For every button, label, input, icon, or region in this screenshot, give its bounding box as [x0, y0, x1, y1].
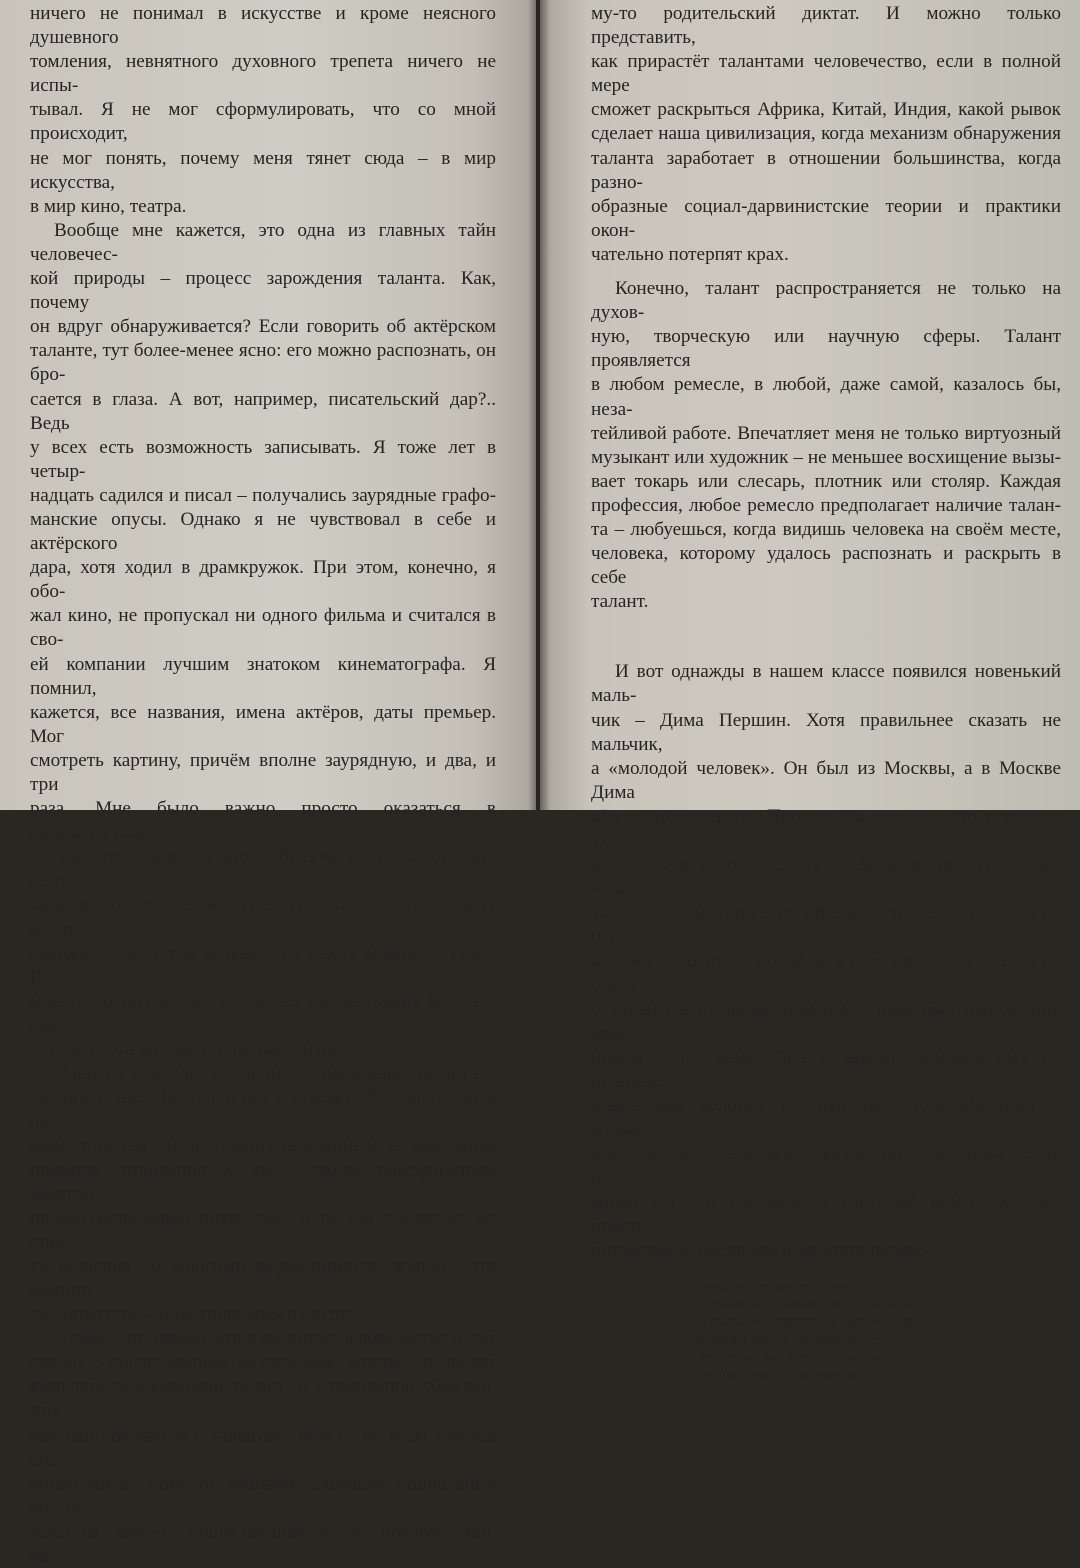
text-line: как прирастёт талантами человечество, если в полной мере [591, 51, 1061, 97]
paragraph-gap [591, 614, 1061, 660]
text-line: Думаю, что новый виток развития человечества будет [54, 1328, 496, 1350]
book-gutter [528, 0, 550, 810]
text-line: в любом ремесле, в любой, даже самой, казалось бы, неза- [591, 374, 1061, 420]
text-line: сведения о том, как живут за границей, какую одежду носят, [30, 894, 496, 940]
text-line: манские опусы. Однако я не чувствовал в себе и актёрского [30, 508, 496, 555]
poem [691, 1279, 1061, 1385]
text-line: жал кино, не пропускал ни одного фильма и считался в сво- [30, 605, 496, 651]
paragraph-gap [591, 267, 1061, 277]
text-line: чательно потерпят крах. [591, 243, 789, 265]
text-line: томления, невнятного духовного трепета ничего не испы- [30, 51, 496, 97]
text-line: вает токарь или слесарь, плотник или столяр. Каждая [591, 470, 1061, 492]
text-line: тельства, кому-то общественные устои, предрассудки, ко- [30, 1520, 496, 1566]
text-line: устроена эта другая, столичная жизнь. [30, 1039, 345, 1061]
poem-line: Мальчик за осликом плёлся пешком. [691, 1296, 919, 1313]
text-line: образные социал-дарвинистские теории и практики окон- [591, 195, 1061, 241]
text-line: у всех есть возможность записывать. Я тоже лет в четыр- [30, 436, 496, 482]
text-line: нином – по маме. Она и аккомпанировала ему на пианино. [591, 1046, 1061, 1092]
text-line: дара, хотя ходил в драмкружок. При этом, конечно, я обо- [30, 557, 496, 603]
text-line: не мог понять, почему меня тянет сюда – в мир искусства, [30, 147, 496, 193]
text-line: каждый рождается с талантом, просто не всем удаётся его [30, 1424, 496, 1470]
text-line: кажется, все названия, имена актёров, даты премьер. Мог [30, 701, 496, 747]
poem-line: Дедка на ослике ехал верхом, [691, 1278, 875, 1295]
text-line: любопытство – объединяющая их черта. [30, 1304, 362, 1326]
text-line: смотреть картину, причём вполне заурядную, и два, и три [30, 749, 496, 795]
text-line: какими пользуются вещами, на каких машинах ездят. Всё [30, 942, 496, 988]
text-line: ей компании лучшим знатоком кинематографа. Я помнил, [30, 653, 496, 699]
text-line: надцать садился и писал – получались заурядные графо- [30, 484, 496, 506]
poem-line: Где это видано, где это слыхано? – [691, 1349, 907, 1366]
text-line: Одно из наиболее очевидных проявлений таланта – [54, 1063, 496, 1085]
right-page [540, 0, 1080, 1384]
poem-line: Дедушка едет, а мальчик идёт!.. [691, 1367, 888, 1384]
text-line: му-то родительский диктат. И можно только представить, [591, 3, 1061, 49]
text-line: талант. [591, 591, 649, 613]
text-line: тально, и сомнения в их правдивости исчезли, когда на пер- [591, 902, 1061, 948]
text-line: Вообще мне кажется, это одна из главных тайн человечес- [30, 219, 496, 265]
text-line: мне было интересно, особенно как выглядит Москва, как [30, 990, 496, 1036]
text-line: он вдруг обнаруживается? Если говорить об актёрском [30, 316, 496, 338]
right-page-paragraphs [591, 2, 1061, 1263]
text-line: связан с обнаружением механизмов, которые позволят [30, 1352, 496, 1374]
text-line: вом же концерте в новой для себя школе он вышел на сцену [591, 950, 1061, 996]
text-line: профессиональным интересам. Я не раз убеждался из опы- [30, 1207, 496, 1253]
right-page-text [591, 2, 1061, 1385]
text-line: обнаружить. Кому-то мешают сложные социальные обстоя- [30, 1472, 496, 1518]
text-line: ческой атмосфере. Таким образом я познавал мир, получал [30, 846, 496, 892]
text-line: Кавказский колорит песенки на стихи Маршака и музыку [591, 1095, 1061, 1141]
text-line: Конечно, талант распространяется не только на духов- [591, 278, 1061, 324]
text-line: ничего не понимал в искусстве и кроме неясного душевного [30, 3, 496, 49]
text-line: ную, творческую или научную сферы. Талант проявляется [591, 326, 1061, 372]
text-line: ным сторонам жизни, порой отвлечённым, не имеющим [30, 1135, 496, 1157]
text-line: таланте, тут более-менее ясно: его можно распознать, он бро- [30, 340, 496, 386]
text-line: чик – Дима Першин. Хотя правильнее сказать не мальчик, [591, 709, 1061, 755]
poem-line: Дедушка едет, а мальчик идёт! [691, 1331, 881, 1348]
text-line: И вот однажды в нашем классе появился новенький маль- [591, 661, 1061, 707]
text-line: тейливой работе. Впечатляет меня не только виртуозный [591, 422, 1061, 444]
left-page [0, 0, 536, 1566]
text-line: та – любуешься, когда видишь человека на своём месте, [591, 518, 1061, 540]
text-line: прямого отношения к тебе, твоим повседневным заботам, [30, 1159, 496, 1205]
text-line: любопытство. Любопытство к новому. Любопытство к раз- [30, 1087, 496, 1133]
text-line: та общения со многими выдающимися людьми, что именно [30, 1255, 496, 1301]
left-page-text [30, 2, 496, 1568]
text-line: с удивительно ярким номером. Дима был наполовину армя- [591, 998, 1061, 1044]
text-line: корил зал – и учеников, и учителей, номер оказался просто [591, 1191, 1061, 1237]
text-line: сделает наша цивилизация, когда механизм обнаружения [591, 123, 1061, 145]
text-line: выявлять человеческий талант. Я совершенно убеждён, что [30, 1376, 496, 1422]
text-line: сается в глаза. А вот, например, писательский дар?.. Ведь [30, 388, 496, 434]
text-line: сможет раскрыться Африка, Китай, Индия, какой рывок [591, 99, 1061, 121]
poem-line: – Глянь-ка! – кричит из окошек народ, – [691, 1314, 940, 1331]
text-line: человека, которому удалось распознать и раскрыть в себе [591, 543, 1061, 589]
text-line: а «молодой человек». Он был из Москвы, а в Москве Дима [591, 757, 1061, 803]
text-line: кой природы – процесс зарождения таланта. Как, почему [30, 268, 496, 314]
text-line: в мир кино, театра. [30, 195, 187, 217]
text-line: раза. Мне было важно просто оказаться в кинематографи- [30, 798, 496, 844]
text-line: потрясающе смешным и заразительным: [591, 1239, 925, 1261]
text-line: дывалось в голове. Слухи о Диме распространились момен- [591, 854, 1061, 900]
text-line: таланта заработает в отношении большинства, когда разно- [591, 147, 1061, 193]
text-line: музыкант или художник – не меньшее восхищение вызы- [591, 446, 1061, 468]
text-line: тывал. Я не мог сформулировать, что со мной происходит, [30, 99, 496, 145]
text-line: Кабалевского оказался весьма органичным. Дима с ходу по- [591, 1143, 1061, 1189]
text-line: вёл радиопередачу «Пионерская зорька», что с трудом укла- [591, 805, 1061, 851]
text-line: профессия, любое ремесло предполагает наличие талан- [591, 494, 1061, 516]
